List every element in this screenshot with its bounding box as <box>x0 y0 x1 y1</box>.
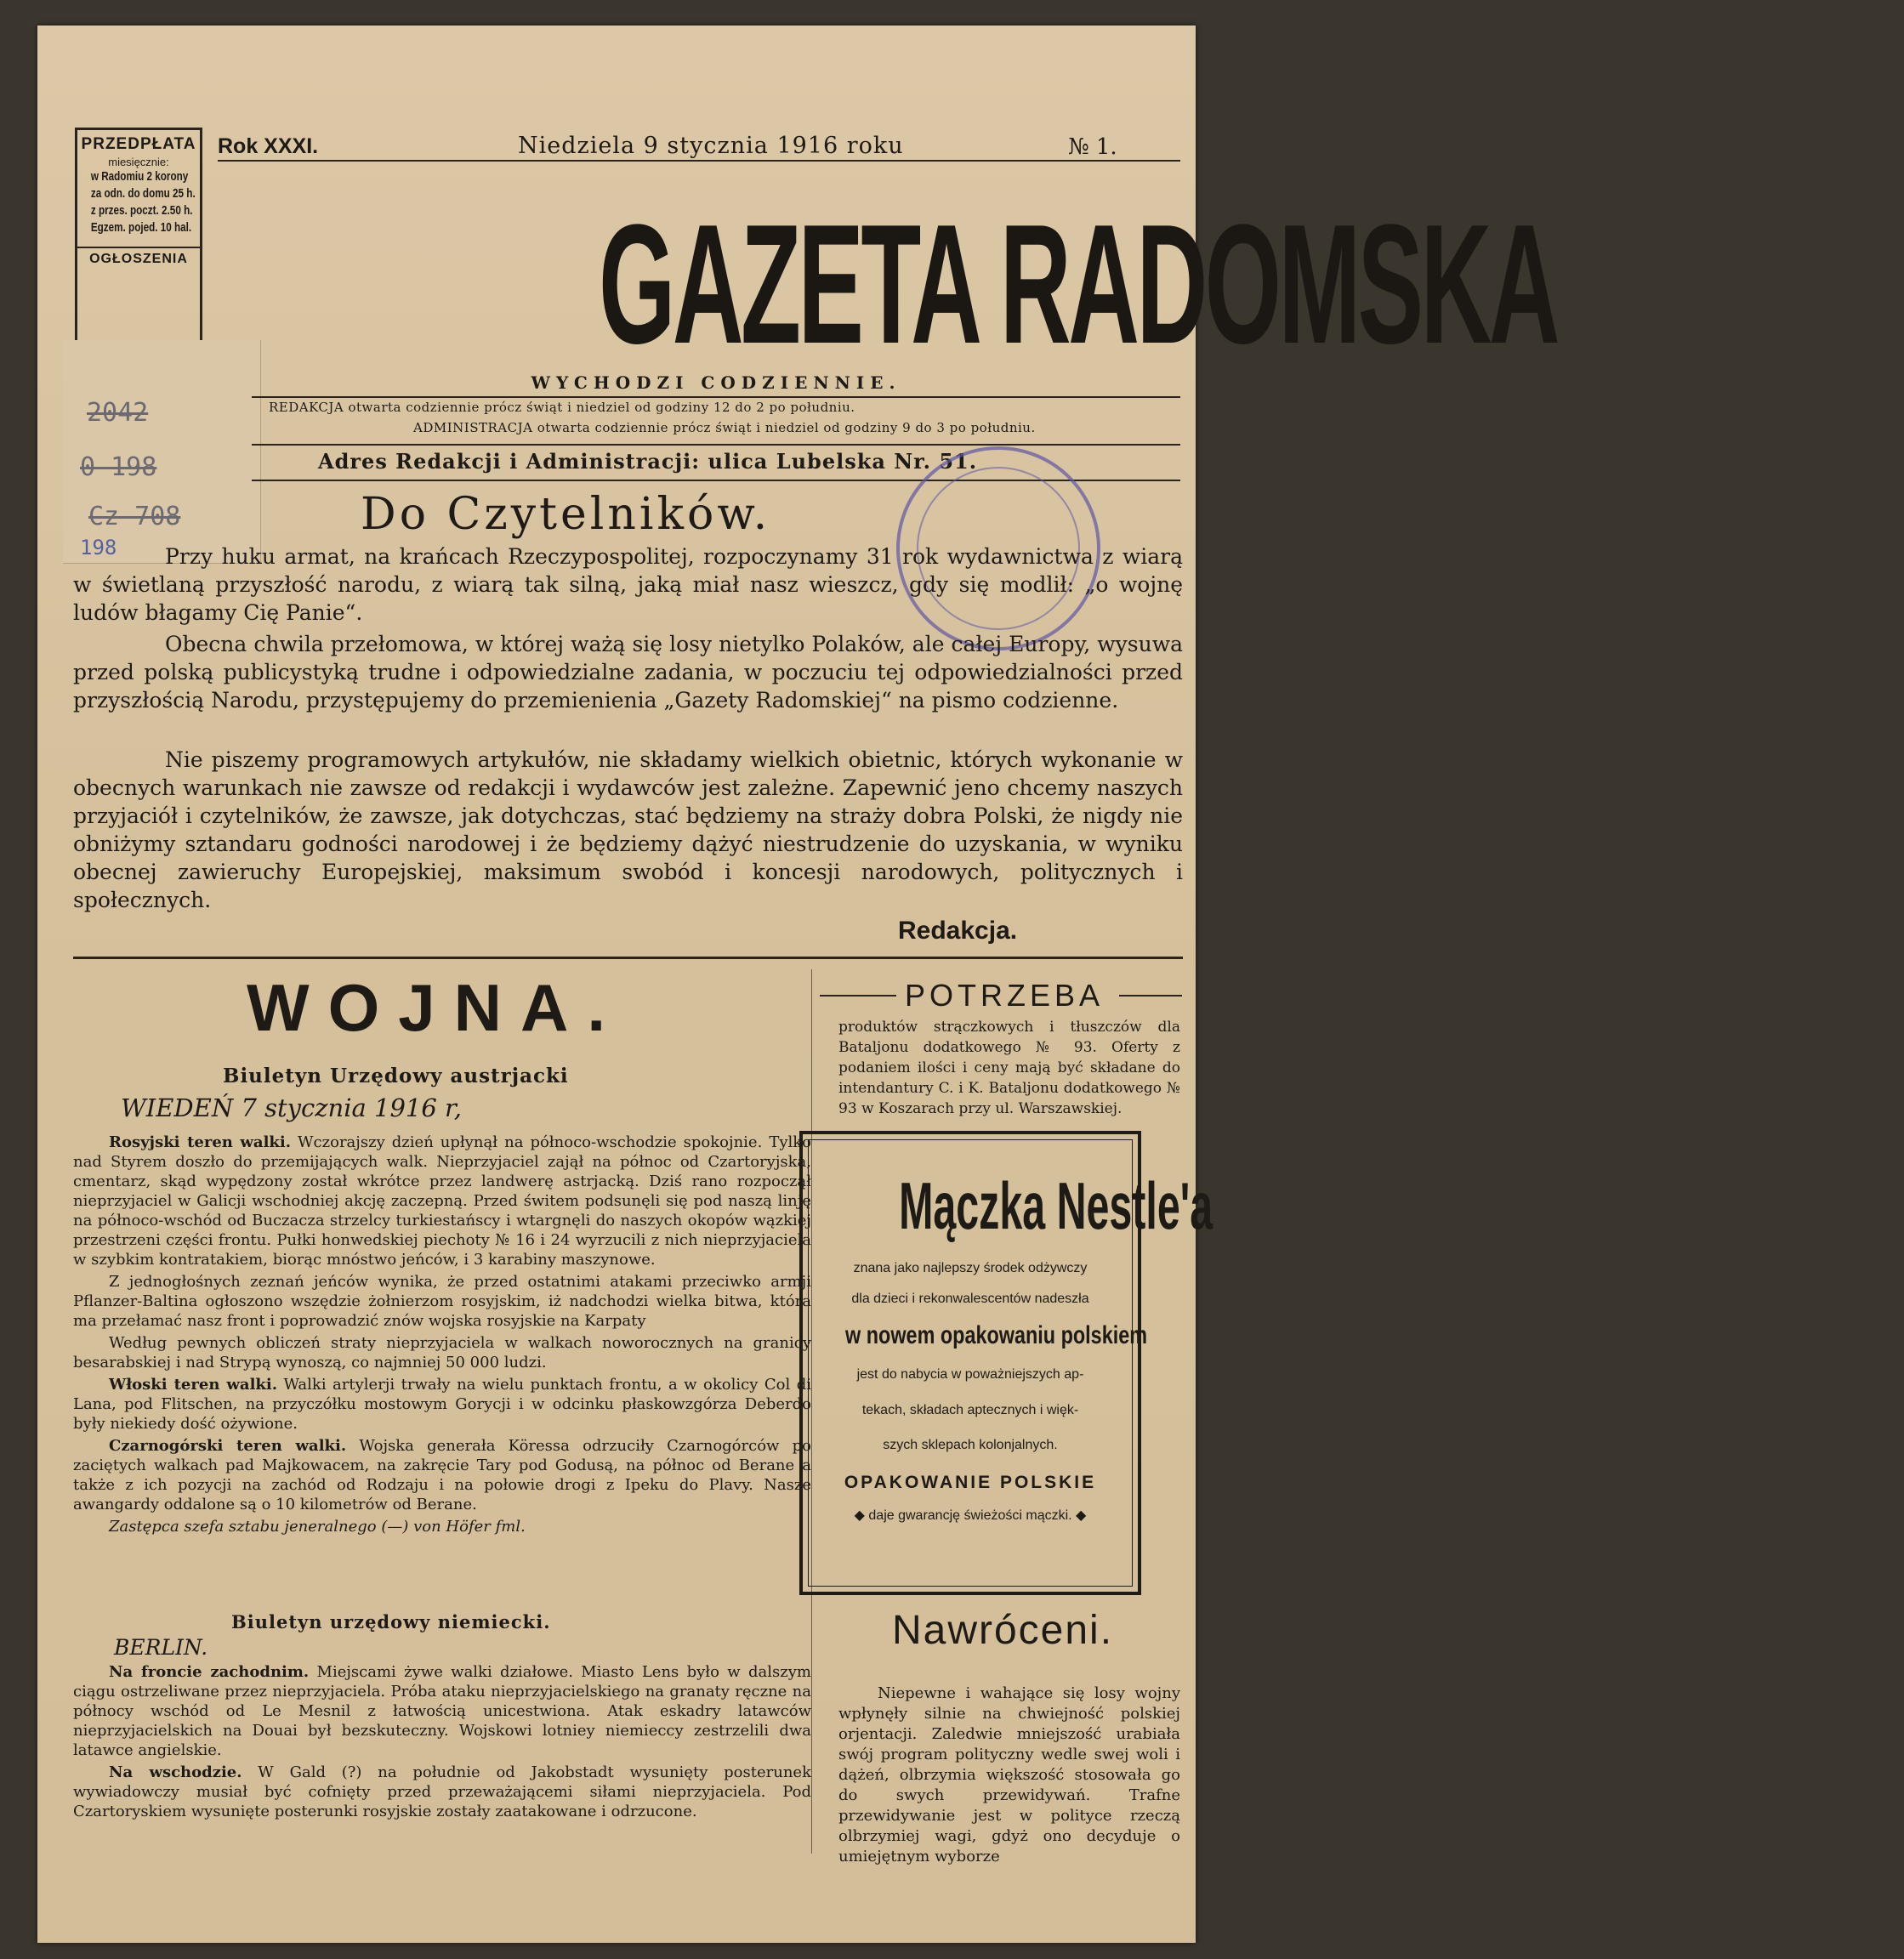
editorial-paragraph: Obecna chwila przełomowa, w której ważą się losy nietylko Polaków, ale całej Europy, wysuwa przed polską publicystyką trudne i odpowiedzialne zadania, w poczuciu tej odpowiedzialności przed przyszłością Narodu, przystępujemy do przemienienia „Gazety Radomskiej“ na pismo codzienne. <box>73 632 1183 713</box>
notice-title: POTRZEBA <box>905 978 1105 1013</box>
masthead: GAZETA RADOMSKA <box>599 190 1558 379</box>
editorial-signature: Redakcja. <box>898 917 1018 945</box>
subscription-line: z przes. poczt. 2.50 h. <box>90 203 193 218</box>
admin-hours: ADMINISTRACJA otwarta codziennie prócz świąt i niedziel od godziny 9 do 3 po południu. <box>413 420 1036 435</box>
subscription-line: za odn. do domu 25 h. <box>90 186 196 201</box>
diamond-icon: ◆ <box>854 1508 869 1523</box>
advert-highlight: w nowem opakowaniu polskiem <box>845 1321 1148 1349</box>
editorial-paragraph: Przy huku armat, na krańcach Rzeczypospolitej, rozpoczynamy 31 rok wydawnictwa z wiarą w świetlaną przyszłość narodu, z wiarą tak silną, jaką miał nasz wieszcz, gdy się modlił: „o wojnę ludów błagamy Cię Panie“. <box>73 544 1183 625</box>
austrian-bulletin <box>73 1133 811 1536</box>
address-line: Adres Redakcji i Administracji: ulica Lubelska Nr. 51. <box>318 449 978 474</box>
bulletin-paragraph: Na wschodzie. W Gald (?) na południe od Jakobstadt wysunięty posterunek wywiadowczy musiał być cofnięty przed przeważającemi siłami nieprzyjaciela. Pod Czartoryskiem wysunięte posterunki rosyjskie zostały zaatakowane i odrzucone. <box>73 1763 811 1820</box>
bulletin-paragraph: Według pewnych obliczeń straty nieprzyjaciela w walkach noworocznych na granicy besarabskiej i nad Strypą wynoszą, co najmniej 50 000 ludzi. <box>73 1334 811 1371</box>
advert-line: jest do nabycia w poważniejszych ap- <box>856 1367 1084 1382</box>
advert-line: dla dzieci i rekonwalescentów nadeszła <box>851 1292 1089 1306</box>
subscription-line: Egzem. pojed. 10 hal. <box>90 220 192 235</box>
bulletin-paragraph: Na froncie zachodnim. Miejscami żywe walki działowe. Miasto Lens było w dalszym ciągu ostrzeliwane przez nieprzyjaciela. Próba ataku nieprzyjacielskiego na granaty ręczne na północy wschód od Le Mesnil z łatwością unicestwiona. Atak eskadry latawców nieprzyjacielskich na Douai był bezskuteczny. Wojskowi lotniey niemieccy zestrzelili dwa latawce angielskie. <box>73 1663 811 1759</box>
library-mark: Cz-708 <box>88 502 181 531</box>
issue-number: № 1. <box>1068 134 1117 160</box>
library-mark: 2042 <box>87 398 149 428</box>
library-slip <box>63 340 261 564</box>
conversion-title: Nawróceni. <box>891 1608 1114 1653</box>
conversion-text: Niepewne i wahające się losy wojny wpłynęły silnie na chwiejność polskiej orjentacji. Zaledwie mniejszość urabiała swój program polityczny wedle swej woli i dążeń, olbrzymia większość stosowała go do swych przewidywań. Trafne przewidywanie jest w polityce rzeczą olbrzymiej wagi, gdyż ono decyduje o umiejętnym wyborze <box>838 1684 1180 1865</box>
nestle-advert <box>799 1131 1213 1595</box>
advert-line: szych sklepach kolonjalnych. <box>883 1438 1058 1452</box>
bulletin-paragraph: Włoski teren walki. Walki artylerji trwały na wielu punktach frontu, a w okolicy Col di Lana, pod Flitschen, na przyczółku mostowym Gorycji i w odcinku płaskowzgórza Deberdo były niekiedy dość ożywione. <box>73 1376 811 1433</box>
german-heading: Biuletyn urzędowy niemiecki. <box>231 1611 551 1632</box>
german-bulletin <box>73 1662 811 1821</box>
editorial-hours: REDAKCJA otwarta codziennie prócz świąt i niedziel od godziny 12 do 2 po południu. <box>269 400 855 415</box>
advert-line: znana jako najlepszy środek odżywczy <box>853 1261 1088 1275</box>
divider <box>218 160 1180 162</box>
german-dateline: BERLIN. <box>114 1635 208 1660</box>
advert-line: tekach, składach aptecznych i więk- <box>861 1403 1079 1417</box>
library-mark: 198 <box>80 536 117 559</box>
bulletin-paragraph: Z jednogłośnych zeznań jeńców wynika, że przed ostatnimi atakami przeciwko armji Pflanzer-Baltina ogłoszono wszędzie żołnierzom rosyjskim, iż nadchodzi wielka bitwa, która ma przełamać nasz front i poprowadzić znów wojska rosyjskie na Karpaty <box>73 1273 811 1330</box>
austrian-heading: Biuletyn Urzędowy austrjacki <box>223 1065 569 1087</box>
notice-text: produktów strączkowych i tłuszczów dla Bataljonu dodatkowego № 93. Oferty z podaniem ilości i ceny mają być składane do intendantury C. i K. Bataljonu dodatkowego № 93 w Koszarach przy ul. Warszawskiej. <box>838 1019 1180 1117</box>
newspaper-page <box>37 26 1558 1943</box>
tagline: WYCHODZI CODZIENNIE. <box>531 372 901 393</box>
editorial-paragraph: Nie piszemy programowych artykułów, nie składamy wielkich obietnic, których wykonanie w obecnych warunkach nie zawsze od redakcji i wydawców jest zależne. Zapewnić jeno chcemy naszych przyjaciół i czytelników, że zawsze, jak dotychczas, stać będziemy na straży dobra Polski, że nigdy nie obniżymy sztandaru godności narodowej i że będziemy dążyć niestrudzenie do uzyskania, w wyniku obecnej zawieruchy Europejskiej, maksimum swobód i koncesji narodowych, politycznych i społecznych. <box>73 747 1183 912</box>
ads-label: OGŁOSZENIA <box>77 247 200 267</box>
subscription-line: w Radomiu 2 korony <box>90 169 189 184</box>
bulletin-paragraph: Czarnogórski teren walki. Wojska generała Köressa odrzuciły Czarnogórców po zaciętych walkach pad Majkowacem, na zakręcie Tary pod Godusą, na północ od Berane a także z ich pozycji na zachód od Rodzaju i na połowie drogi z Ipeku do Plavy. Nasze awangardy oddalone są o 10 kilometrów od Berane. <box>73 1437 811 1513</box>
year-label: Rok XXXI. <box>218 134 319 158</box>
advert-guarantee: ◆ daje gwarancję świeżości mączki. ◆ <box>854 1508 1087 1523</box>
advert-brand: Mączka Nestle'a <box>899 1168 1213 1243</box>
divider <box>252 396 1180 398</box>
divider <box>73 957 1183 959</box>
bulletin-paragraph: Zastępca szefa sztabu jeneralnego (—) von Höfer fml. <box>109 1518 526 1536</box>
austrian-dateline: WIEDEŃ 7 stycznia 1916 r, <box>121 1093 462 1122</box>
issue-date: Niedziela 9 stycznia 1916 roku <box>518 133 904 159</box>
divider <box>820 995 896 997</box>
library-mark: 0-198 <box>80 452 157 482</box>
subscription-subtitle: miesięcznie: <box>108 156 169 168</box>
divider <box>252 444 1180 446</box>
war-title: WOJNA. <box>247 970 624 1045</box>
divider <box>1119 995 1182 997</box>
editorial-title: Do Czytelników. <box>361 489 771 540</box>
subscription-title: PRZEDPŁATA <box>81 135 196 153</box>
bulletin-paragraph: Rosyjski teren walki. Wczorajszy dzień upłynął na północo-wschodzie spokojnie. Tylko nad Styrem doszło do przemijających walk. Nieprzyjaciel zajął na północ od Czartoryjska, cmentarz, skąd wypędzony został wkrótce przez landwerę astrjacką. Dziś rano rozpoczął nieprzyjaciel w Galicji wschodniej akcję zaczepną. Przed świtem podsunęli się pod naszą linję na północo-wschód od Buczacza strzelcy turkiestańscy i wtargnęli do naszych okopów wązkiej przestrzeni części frontu. Pułki honwedskiej piechoty № 16 i 24 wyrzucili z nich nieprzyjaciela w szybkim kontratakiem, biorąc mnóstwo jeńców, i 3 karabiny maszynowe. <box>73 1133 811 1269</box>
subscription-box <box>75 128 202 350</box>
advert-packaging: OPAKOWANIE POLSKIE <box>844 1473 1097 1492</box>
diamond-icon: ◆ <box>1071 1508 1087 1523</box>
